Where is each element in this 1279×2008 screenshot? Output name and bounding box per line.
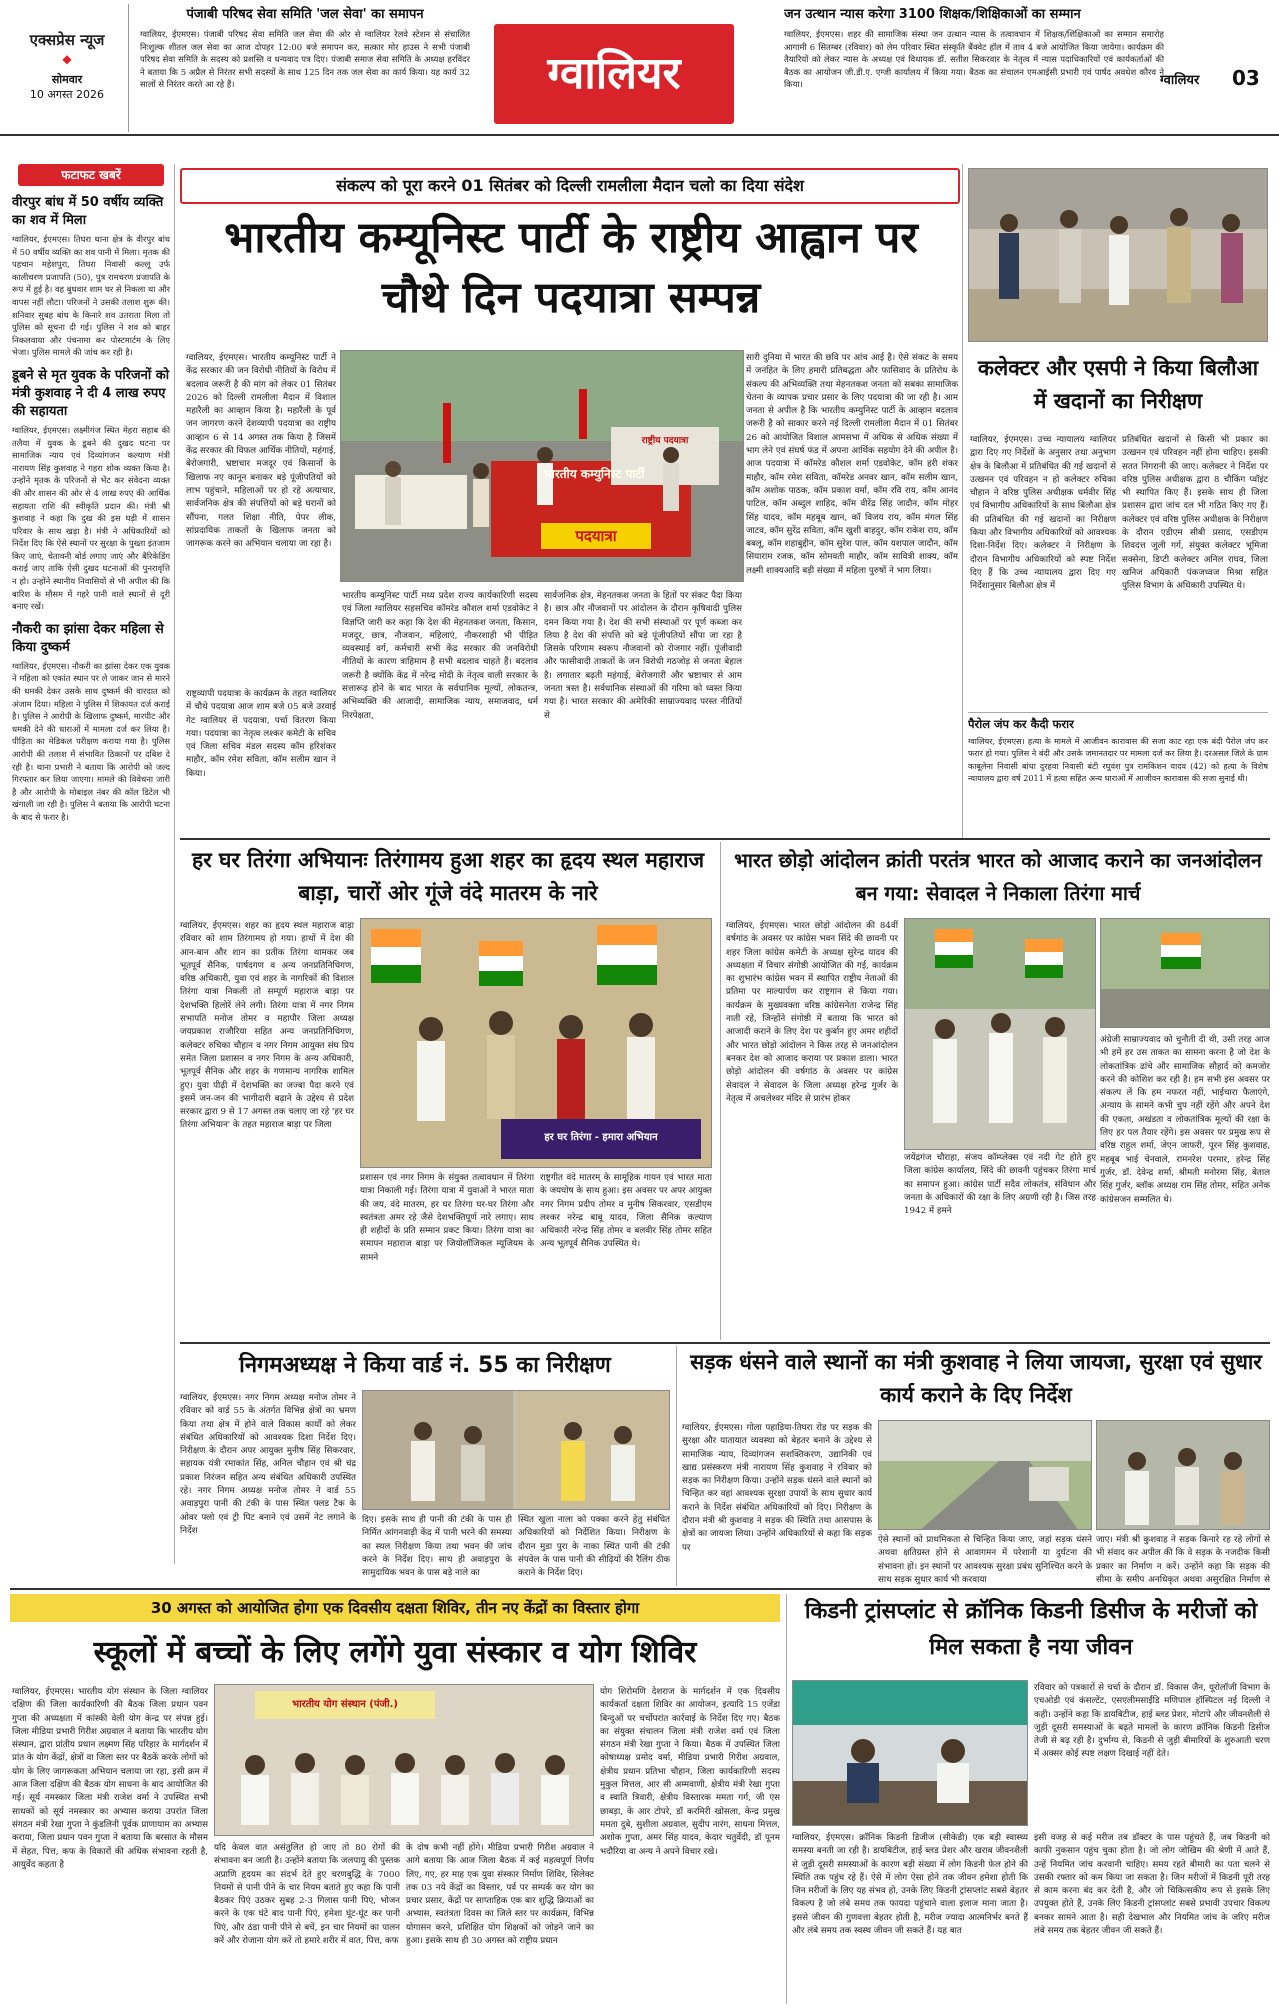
city-banner xyxy=(494,24,734,124)
sidebar-headline-2: डूबने से मृत युवक के परिजनों को मंत्री कुशवाह ने दी 4 लाख रुपए की सहायता xyxy=(12,367,170,419)
ward-col-3: स्थित खुला नाला को पक्का करने हेतु संबंधित अधिकारियों को निर्देशित किया। निरीक्षण के दौरान मुडा पुरा के नाका स्थित पानी की टंकी संपवेल के पास पानी की सीढ़ियों की रैलिंग ठीक कराने के निर्देश दिए। xyxy=(518,1515,670,1579)
road-photo-2 xyxy=(1096,1420,1270,1530)
sidebar-stories xyxy=(12,194,170,1564)
bharat-col-3: अंग्रेजी साम्राज्यवाद को चुनौती दी थी, उसी तरह आज भी हमें हर उस ताकत का सामना करना है जो देश के लोकतांत्रिक ढांचे और सामाजिक सौहार्द को कमजोर करने की कोशिश कर रही है। हम सभी इस अवसर पर संकल्प लें कि हम नफरत नहीं, भाईचारा फैलाएंगे, अन्याय के सामने कभी चुप नहीं रहेंगे और अपने देश की एकता, अखंडता व लोकतांत्रिक मूल्यों की रक्षा के लिए हर पल तैयार रहेंगे। इस अवसर पर प्रमुख रूप से वरिष्ठ राहुल शर्मा, जेएन जाफरी, पूरन सिंह कुशवाह, महबूब भाई चेनवाले, रामनरेश परमार, हरेन्द्र सिंह गुर्जर, डॉ. देवेन्द्र शर्मा, श्रीमती मनोरमा सिंह, बेताल सिंह गुर्जर, ब्लॉक अध्यक्ष राम सिंह तोमर, सहित अनेक कांग्रेसजन सम्मलित थे। xyxy=(1100,1035,1270,1205)
tiranga-col-2: प्रशासन एवं नगर निगम के संयुक्त तत्वावधान में तिरंगा यात्रा निकाली गई। तिरंगा यात्रा में युवाओं ने भारत माता की जय, वंदे मातरम, हर घर तिरंगा घर-घर तिरंगा और स्वतंत्रता अमर रहे जैसे देशभक्तिपूर्ण नारे लगाए। साथ ही शहीदों के प्रति सम्मान प्रकट किया। तिरंगा यात्रा का समापन महाराज बाड़ा पर जियोलॉजिकल म्यूजियम के सामने xyxy=(360,1173,534,1263)
yoga-banner-text: भारतीय योग संस्थान (पंजी.) xyxy=(292,1699,398,1710)
parole-headline: पैरोल जंप कर कैदी फरार xyxy=(968,717,1074,731)
collector-headline-box xyxy=(968,352,1268,430)
cpi-banner-2: राष्ट्रीय पदयात्रा xyxy=(641,436,689,446)
yoga-col-4: योग शिरोमणि देशराज के मार्गदर्शन में एक दिवसीय कार्यकर्ता दक्षता शिविर का आयोजन, इत्यादि 15 एजेंडा बिन्दुओं पर चर्चोपरांत कार्रवाई के निर्देश दिए गए। बैठक का संयुक्त संचालन जिला मंत्री राजेश वर्मा एवं जिला संगठन मंत्री रेखा गुप्ता ने किया। बैठक में उपस्थित जिला कोषाध्यक्ष प्रमोद वर्मा, मीडिया प्रभारी गिरीश अग्रवाल, क्षेत्रीय प्रधान प्रतिभा चौहान, जिला कार्यकारिणी सदस्य मुकुल मित्तल, आर सी अम्मवाणी, क्षेत्रीय मंत्री रेखा गुप्ता व स्वाति त्रिवारी, क्षेत्रीय विस्तारक ममता गर्ग, जी एस छाबड़ा, के आर टोपरे, डॉ करमिरी खोसला, केन्द्र प्रमुख ममता दुबे, सुशीला अग्रवाल, सुदीप नारंग, साधना मित्तल, अशोक गुप्ता, अमर सिंह यादव, केदार चतुर्वेदी, डॉ पूनम भदौरिया वा अन्य ने अपने विचार रखे। xyxy=(600,1687,780,1857)
ward-col-2: दिए। इसके साथ ही पानी की टंकी के पास ही निर्मित आंगनवाड़ी केंद्र में पानी भरने की समस्या का स्थल निरीक्षण किया तथा भवन की जांच करने के निर्देश दिए। साथ ही अवाड़पुरा के सामुदायिक भवन के पास बड़े नाले का xyxy=(362,1515,512,1579)
tiranga-headline: हर घर तिरंगा अभियानः तिरंगामय हुआ शहर का हृदय स्थल महाराज बाड़ा, चारों ओर गूंजे वंदे मातरम के नारे xyxy=(191,848,705,905)
bharat-col-2: जयेंद्रगंज चौराहा, संजय कॉम्प्लेक्स एवं नदी गेट होते हुए जिला कांग्रेस कार्यालय, सिंदे की छावनी पहुंचकर तिरंगा मार्च का समापन हुआ। कांग्रेस पार्टी सदैव लोकतंत्र, संविधान और जनता के अधिकारों की रक्षा के लिए अग्रणी रही है। जिस तरह 1942 में हमने xyxy=(904,1153,1096,1217)
lead-col-3: सार्वजनिक क्षेत्र, मेहनतकश जनता के हितों पर संकट पैदा किया है। छात्र और नौजवानों पर आंदोलन के दौरान कृषिवादी पुलिस दमन किया गया है। देश की सभी संस्थाओं पर पूर्ण कब्जा कर लिया है देश की संपत्ति को बड़े पूंजीपतियों सौंपा जा रहा है जिसके परिणाम स्वरूप नौजवानों को रोजगार नहीं। पूंजीवादी और फासीवादी ताकतों के जन विरोधी गठजोड़ से जनता बेहाल है। लगातार बढ़ती महंगाई, बेरोजगारी और भ्रष्टाचार से आम जनता त्रस्त है। सर्वधानिक संस्थाओं की गरिमा को ध्वस्त किया गया है। भारत सरकार की अमेरिकी साम्राज्यवाद परस्त नीतियों से xyxy=(544,591,742,721)
yoga-photo xyxy=(214,1684,594,1836)
cpi-padyatra-photo xyxy=(340,350,744,582)
tiranga-photo xyxy=(360,918,712,1168)
tiranga-banner-text: हर घर तिरंगा - हमारा अभियान xyxy=(544,1132,658,1143)
ward-headline: निगमअध्यक्ष ने किया वार्ड नं. 55 का निरीक्षण xyxy=(239,1353,611,1378)
ward-photo xyxy=(362,1390,670,1510)
sidebar-body-1: ग्वालियर, ईएमएस। तिघरा थाना क्षेत्र के वीरपुर बांध में 50 वर्षीय व्यक्ति का शव पानी में मिला। मृतक की पहचान महेशपुरा, तिघरा निवासी कल्लू उर्फ कालीचरण प्रजापति (50), पुत्र रामचरण प्रजापति के रूप में हुई है। वह बुधवार शाम घर से निकला था और वापस नहीं लौटा। परिजनों ने उसकी तलाश शुरू की। शनिवार सुबह बांध के किनारे शव उतराता मिला तो पुलिस को सूचना दी गई। पुलिस ने शव को बाहर निकलवाया और पंचनामा कर पोस्टमार्टम के लिए भेजा। पुलिस मामले की जांच कर रही है। xyxy=(12,234,170,358)
yoga-headline: स्कूलों में बच्चों के लिए लगेंगे युवा संस्कार व योग शिविर xyxy=(93,1635,697,1670)
collector-col-1: ग्वालियर, ईएमएस। उच्च न्यायालय ग्वालियर द्वारा दिए गए निर्देशों के अनुसार तथा अनुभाग क्षेत्र के बिलौआ में प्रतिबंधित की गई खदानों से उत्खनन एवं परिवहन न हो कलेक्टर रुचिका चौहान ने वरिष्ठ पुलिस अधीक्षक धर्मवीर सिंह एवं विभागीय अधिकारियों के साथ बिलौआ क्षेत्र की प्रतिबंधित की गई खदानों का निरीक्षण किया और विभागीय अधिकारियों को आवश्यक दिशा-निर्देश दिए। कलेक्टर ने निरीक्षण के दौरान विभागीय अधिकारियों को स्पष्ट निर्देश दिए हैं कि उच्च न्यायालय द्वारा दिए गए निर्देशानुसार बिलौआ क्षेत्र में xyxy=(970,435,1116,592)
road-col-3: जाए। मंत्री श्री कुशवाह ने सड़क किनारे रह रहे लोगों से भी संवाद कर अपील की कि वे सड़क के नजदीक किसी प्रकार का निर्माण न करें। उन्होंने कहा कि सड़क की सीमा के समीप अनधिकृत अथवा असुरक्षित निर्माण से xyxy=(1096,1535,1270,1585)
tiranga-col-1: ग्वालियर, ईएमएस। शहर का हृदय स्थल महाराज बाड़ा रविवार को शाम तिरंगामय हो गया। हाथों में देश की आन-बान और शान का प्रतीक तिरंगा थामकर जब भूतपूर्व सैनिक, पार्षदगण व अन्य जनप्रतिनिधिगण, वरिष्ठ अधिकारी, युवा एवं शहर के नागरिकों की विशाल तिरंगा यात्रा निकली तो सम्पूर्ण महाराज बाड़ा पर देशभक्ति हिलोरें लेने लगी। तिरंगा यात्रा में नगर निगम सभापति मनोज तोमर व महापौर जिला अध्यक्ष जयप्रकाश राजौरिया सहित अन्य जनप्रतिनिधिगण, कलेक्टर रुचिका चौहान व नगर निगम आयुक्त संघ प्रिय समेत जिला प्रशासन व नगर निगम के अन्य अधिकारी, भूतपूर्व सैनिक और शहर के गणमान्य नागरिक शामिल हुए। युवा पीढ़ी में देशभक्ति का जज्बा पैदा करने एवं इसमें जन-जन की भागीदारी बढ़ाने के उद्देश्य से प्रदेश सरकार द्वारा 9 से 17 अगस्त तक चलाए जा रहे 'हर घर तिरंगा अभियान' के तहत महाराज बाड़ा पर जिला xyxy=(180,921,354,1131)
ward-headline-box xyxy=(180,1346,670,1386)
bharat-headline-box xyxy=(726,844,1270,914)
issue-day: सोमवार xyxy=(51,73,83,86)
road-photo xyxy=(878,1420,1092,1530)
bharat-headline: भारत छोड़ो आंदोलन क्रांती परतंत्र भारत को आजाद कराने का जनआंदोलन बन गया: सेवादल ने निकाला तिरंगा मार्च xyxy=(734,849,1262,905)
sidebar-divider xyxy=(174,164,175,1564)
right-col-divider xyxy=(962,164,963,840)
yoga-headline-box xyxy=(10,1626,780,1680)
collector-headline: कलेक्टर और एसपी ने किया बिलौआ में खदानों का निरीक्षण xyxy=(977,356,1259,413)
paper-name: एक्सप्रेस न्यूज xyxy=(29,31,105,49)
tiranga-headline-box xyxy=(180,844,716,914)
yoga-col-2: यदि केवल वात असंतुलित हो जाए तो 80 रोगों की संभावना बन जाती है। उन्होंने बताया कि जलपायु की पुस्तक अप्राणि हृदयम का संदर्भ देते हुए चरणबुद्धि के 7000 नियमों से पानी पीने के चार नियम बताते हुए कहा कि पानी बैठकर पिएं उठकर सुबह 2-3 गिलास पानी पिएं, भोजन करने के एक घंटे बाद पानी पिएं, हमेशा घूंट-घूंट कर पानी पिएं, और ठंडा पानी पीने से बचें, इन चार नियमों का पालन करें और रोजाना योग करें तो हमारे शरीर में वात, पित्त, कफ xyxy=(214,1843,400,1947)
kidney-col-2: इसी वजह से कई मरीज तब डॉक्टर के पास पहुंचते हैं, जब किडनी को काफी नुकसान पहुंच चुका होता है। जो लोग जोखिम की श्रेणी में आते हैं, उन्हें नियमित जांच करवानी चाहिए। समय रहते बीमारी का पता चलने से उसकी रफ्तार को कम किया जा सकता है। जिन मरीजों में किडनी पूरी तरह से काम करना बंद कर देती है, और जो चिकित्सकीय रूप से इसके लिए उपयुक्त होते हैं, उनके लिए किडनी ट्रांसप्लांट सबसे प्रभावी उपचार विकल्प बनकर सामने आता है। सही देखभाल और नियमित जांच के जरिए मरीज लंबे समय तक बेहतर जीवन जी सकते हैं। xyxy=(1034,1833,1270,1937)
yoga-kicker: 30 अगस्त को आयोजित होगा एक दिवसीय दक्षता शिविर, तीन नए केंद्रों का विस्तार होगा xyxy=(150,1599,640,1617)
collector-photo xyxy=(968,168,1268,342)
sidebar-headline-3: नौकरी का झांसा देकर महिला से किया दुष्कर्म xyxy=(12,621,164,655)
tiranga-col-3: राष्ट्रगीत वंदे मातरम् के सामूहिक गायन एवं भारत माता के जयघोष के साथ हुआ। इस अवसर पर अपर आयुक्त नगर निगम प्रदीप तोमर व मुनीष सिकरवार, एसडीएम लश्कर नरेन्द्र बाबू यादव, जिला सैनिक कल्याण अधिकारी नरेन्द्र सिंह तोमर व बलवीर सिंह तोमर सहित अन्य भूतपूर्व सैनिक उपस्थित थे। xyxy=(540,1173,712,1250)
city-small: ग्वालियर xyxy=(1160,73,1200,88)
ward-col-1: ग्वालियर, ईएमएस। नगर निगम अध्यक्ष मनोज तोमर ने रविवार को वार्ड 55 के अंतर्गत विभिन्न क्षेत्रों का भ्रमण किया तथा क्षेत्र में होने वाले विकास कार्यों को लेकर संबंधित अधिकारियों को आवश्यक दिशा निर्देश दिए। निरीक्षण के दौरान अपर आयुक्त मुनीष सिंह सिकरवार, सहायक यंत्री रमाकांत सिंह, अनिल चौहान एवं श्री चंद्र प्रकाश निरंजन सहित अन्य संबंधित अधिकारी उपस्थित रहे। नगर निगम अध्यक्ष मनोज तोमर ने वार्ड 55 अवाड़पुरा पानी की टंकी के पास स्थित फ्लड टैक के ओवर फ्लो एवं ट्री पिट बनाने एवं उसमें नेट लगाने के निर्देश xyxy=(180,1393,356,1536)
sidebar xyxy=(10,164,172,1564)
cpi-banner-text: भारतीय कम्युनिस्ट पार्टी xyxy=(543,467,645,481)
lead-headline: भारतीय कम्यूनिस्ट पार्टी के राष्ट्रीय आह्वान पर चौथे दिन पदयात्रा सम्पन्न xyxy=(224,213,918,323)
yoga-kicker-bar xyxy=(10,1594,780,1622)
bharat-photo xyxy=(904,918,1096,1150)
kidney-photo xyxy=(792,1680,1028,1826)
yoga-col-3: के दोष कभी नहीं होंगे। मीडिया प्रभारी गिरीश अग्रवाल ने आगे बताया कि आज जिला बैठक में कई महत्वपूर्ण निर्णय लिए, गए, हर माह एक युवा संस्कार निर्माण शिविर, सिलेक्ट तक 03 नये केंद्रों का विस्तार, पर्व पर सम्पर्क कर योग का प्रचार प्रसार, केंद्रों पर साप्ताहिक एक बार शुद्धि क्रियाओं का अभ्यास, स्वतंत्रता दिवस का जिले स्तर पर कार्यक्रम, विभिन्न योगासन करने, प्रशिक्षित योग शिक्षकों को जोड़ने जाने का हुआ। इसके साथ ही 30 अगस्त को राष्ट्रीय प्रधान xyxy=(406,1843,594,1947)
road-col-2: ऐसे स्थानों को प्राथमिकता से चिन्हित किया जाए, जहां सड़क धंसने अथवा क्षतिग्रस्त होने से आवागमन में परेशानी या दुर्घटना की संभावना हो। इन स्थानों पर आवश्यक सुरक्षा प्रबंध सुनिश्चित करने के साथ सड़क सुधार कार्य भी करवाया xyxy=(878,1535,1092,1585)
sidebar-headline-1: वीरपुर बांध में 50 वर्षीय व्यक्ति का शव में मिला xyxy=(12,195,164,228)
section-rule xyxy=(180,838,1270,840)
divider xyxy=(720,842,721,1340)
lead-col-4: सारी दुनिया में भारत की छवि पर आंच आई है। ऐसे संकट के समय में जनहित के लिए हमारी प्रतिबद्धता और फासिवाद के प्रतिरोध के संकल्प की अभिव्यक्ति तथा मेहनतकश जनता को सबका सामाजिक चेतना के व्यापक प्रचार प्रसार के लिए पदयात्रा की जा रही है। आम जनता से अपील है कि भारतीय कम्युनिस्ट पार्टी के आव्हान बदलाव जरूरी है को साकार करने नई दिल्ली रामलीला मैदान में 01 सितंबर 26 को आयोजित विशाल आमसभा में अधिक से अधिक संख्या में भाग लेने एवं संघर्ष फंड में अपना आर्थिक सहयोग देने की अपील है। आज पदयात्रा में कॉमरेड कौशल शर्मा एडवोकेट, कॉम हरी शंकर माहौर, कॉम रमेश सविता, कॉमरेड अनवर खान, कॉम सलीम खान, कॉम अशोक पाठक, कॉम प्रकाश वर्मा, कॉम रवि राय, कॉम आनंद पाटिल, कॉम अब्दुल शाहिद, कॉम वीरेंद्र सिंह जादौन, कॉम मोहर सिंह यादव, कॉम महबूब खान, कॉ विजय राय, कॉम मंगल सिंह जाटव, कॉम सुरेंद्र सविता, कॉम खुशी बाहदुर, कॉम राकेश राय, कॉम बबलू, कॉम शहाबुद्दीन, कॉम सुरेश पाल, कॉम यशपाल जादौन, कॉम सियाराम रजक, कॉम सोमवती माहौर, कॉम सावित्री शाक्य, कॉम लक्ष्मी शाक्यआदि बड़ी संख्या में महिला पुरुषों ने भाग लिया। xyxy=(746,353,958,576)
top-right-story xyxy=(784,6,1164,132)
masthead xyxy=(0,0,1279,136)
sidebar-body-3: ग्वालियर, ईएमएस। नौकरी का झांसा देकर एक युवक ने महिला को एकांत स्थान पर ले जाकर जान से मारने की धमकी देकर उसके साथ दुष्कर्म की वारदात को अंजाम दिया। महिला ने पुलिस में शिकायत दर्ज कराई है। पुलिस ने आरोपी के खिलाफ दुष्कर्म, मारपीट और धमकी देने की धाराओं में मामला दर्ज कर लिया है। पीड़िता का मेडिकल परीक्षण कराया गया है। पुलिस आरोपी की तलाश में संभावित ठिकानों पर दबिश दे रही है। थाना प्रभारी ने बताया कि आरोपी को जल्द गिरफ्तार कर लिया जाएगा। मामले की विवेचना जारी है और आरोपी के मोबाइल नंबर की कॉल डिटेल भी खंगाली जा रही है। पुलिस ने बताया कि आरोपी घटना के बाद से फरार है। xyxy=(12,660,170,822)
kidney-top: रविवार को पत्रकारों से चर्चा के दौरान डॉ. विकास जैन, यूरोलॉजी विभाग के एचओडी एवं कंसल्टेंट, एसएलीमसाईंडि मणिपाल हॉस्पिटल नई दिल्ली ने कही। उन्होंने कहा कि डायबिटीज, हाई ब्लड प्रेशर, मोटापे और जीवनशैली से जुड़ी दूसरी समस्याओं के बढ़ते मामलों के कारण क्रॉनिक किडनी डिसीज तेजी से बढ़ रही है। दुर्भाग्य से, किडनी से जुड़ी बीमारियों के शुरुआती चरण में अक्सर कोई स्पष्ट लक्षण दिखाई नहीं देते। xyxy=(1034,1683,1270,1760)
road-headline-box xyxy=(682,1346,1270,1418)
divider xyxy=(676,1346,677,1586)
road-photo-2-graphic xyxy=(1097,1421,1270,1530)
road-headline: सड़क धंसने वाले स्थानों का मंत्री कुशवाह ने लिया जायजा, सुरक्षा एवं सुधार कार्य कराने के दिए निर्देश xyxy=(690,1350,1262,1407)
lead-kicker: संकल्प को पूरा करने 01 सितंबर को दिल्ली रामलीला मैदान चलो का दिया संदेश xyxy=(336,176,804,195)
road-photo-graphic xyxy=(879,1421,1092,1530)
parole-story xyxy=(968,716,1268,836)
logo-diamond-icon: ◆ xyxy=(62,52,72,66)
collector-col-2: प्रतिबंधित खदानों से किसी भी प्रकार का उत्खनन एवं परिवहन नहीं होना चाहिए। इसकी सतत निगरानी की जाए। कलेक्टर ने निर्देश पर वरिष्ठ पुलिस अधीक्षक द्वारा 8 चौकिंग प्वॉइंट भी स्थापित किए हैं। इसके साथ ही जिला प्रशासन द्वारा जांच दल भी गठित किए गए हैं। कलेक्टर एवं वरिष्ठ पुलिस अधीक्षक के निरीक्षण के दौरान एडीएम सीबी प्रसाद, एसडीएम शिवदत्त जुली गर्ग, संयुक्त कलेक्टर भूमिजा सक्सेना, डिप्टी कलेक्टर अनिल राघव, जिला खनिज अधिकारी पंकजध्वज मिश्रा सहित पुलिस विभाग के अधिकारी उपस्थित थे। xyxy=(1122,435,1268,592)
divider xyxy=(128,4,129,132)
kidney-headline: किडनी ट्रांसप्लांट से क्रॉनिक किडनी डिसीज के मरीजों को मिल सकता है नया जीवन xyxy=(804,1599,1258,1660)
parole-body: ग्वालियर, ईएमएस। हत्या के मामले में आजीवन कारावास की सजा काट रहा एक बंदी पैरोल जंप कर फरार हो गया। पुलिस ने बंदी और उसके जमानतदार पर मामला दर्ज कर लिया है। दरअसल जिले के ग्राम काबूलेना निवासी बांधा दुरहवा निवासी बंटी रघुवंश पुत्र रामकिशन यादव (42) को हत्या के विशेष न्यायालय द्वारा वर्ष 2011 में हत्या सहित अन्य धाराओं में आजीवन कारावास की सजा सुनाई थी। xyxy=(968,736,1268,783)
kidney-col-1: ग्वालियर, ईएमएस। क्रॉनिक किडनी डिजीज (सीकेडी) एक बड़ी स्वास्थ्य समस्या बनती जा रही है। डायबिटीज, हाई ब्लड प्रेशर और खराब जीवनशैली से जुड़ी दूसरी समस्याओं के कारण बड़ी संख्या में लोग किडनी फेल होने की स्थिति तक पहुंच रहे हैं। ऐसे में लोग ऐसा होने तक जीवन हमेशा होती कि जिन मरीजों के लिए यह संभव हो, उनके लिए किडनी ट्रांसप्लांट सबसे बेहतर विकल्प है जो लंबे समय तक फायदा पहुंचाने वाला इलाज माना जाता है। इससे जीवन की गुणवत्ता बेहतर होती है, मरीज ज्यादा आत्मनिर्भर बनते हैं और लंबे समय तक स्वस्थ जीवन जी सकते हैं। यह बात xyxy=(792,1833,1028,1937)
bharat-col-1: ग्वालियर, ईएमएस। भारत छोड़ो आंदोलन की 84वीं वर्षगांठ के अवसर पर कांग्रेस भवन सिंदे की छावनी पर शहर जिला कांग्रेस कमेटी के अध्यक्ष सुरेन्द्र यादव की अध्यक्षता में विचार संगोष्ठी आयोजित की गई, कार्यक्रम का शुभारंभ कांग्रेस भवन में स्थापित राष्ट्रीय नेताओं की प्रतिमा पर माल्यार्पण कर राष्ट्रगान से किया गया। कार्यक्रम के मुख्यवक्ता वरिष्ठ कांग्रेसनेता राजेन्द्र सिंह नाती रहे, जिन्होंने संगोष्ठी में बताया कि भारत को आजादी कराने के लिए देश पर कुर्बान हुए अमर शहीदों और भारत छोड़ो आंदोलन ने किस तरह से जनआंदोलन बनकर देश को आजाद कराया पर प्रकाश डाला। भारत छोड़ो आंदोलन की वर्षगांठ के अवसर पर कांग्रेस सेवादल ने सेवादल के जिला अध्यक्ष हरेन्द्र गुर्जर के नेतृत्व में अचलेश्वर मंदिर से प्रारंभ होकर xyxy=(726,921,898,1104)
collector-photo-graphic xyxy=(969,169,1268,342)
page-number: 03 xyxy=(1232,66,1260,90)
lead-headline-box xyxy=(184,208,958,338)
city-name: ग्वालियर xyxy=(547,48,681,99)
lead-col-1: ग्वालियर, ईएमएस। भारतीय कम्यूनिस्ट पार्टी ने केंद्र सरकार की जन विरोधी नीतियों के विरोध में बदलाव जरूरी है की मांग को लेकर 01 सितंबर 2026 को दिल्ली रामलीला मैदान में विशाल महारैली का आव्हान किया है। महारैली के पूर्व जन जागरण करने देशव्यापी पदयात्रा का राष्ट्रीय आव्हान 6 से 14 अगस्त तक किया है जिसमें केंद्र सरकार की विफल आर्थिक नीतियों, महंगाई, बेरोजगारी, भ्रष्टाचार मजदूर एवं किसानों के खिलाफ नए कानून बनाकर बड़े पूंजीपतियों को लाभ पहुंचाने, महिलाओं पर हो रहे अत्याचार, सार्वजनिक क्षेत्र की संपत्तियों को बड़े घरानों को सौंपना, गलत शिक्षा नीति, पेपर लीक, सांप्रदायिक ताकतों के खिलाफ जनता को जागरूक करने का अभियान चलाया जा रहा है। xyxy=(186,353,336,550)
bharat-photo-graphic xyxy=(905,919,1096,1150)
section-rule xyxy=(180,1342,1270,1344)
divider xyxy=(786,1594,787,2004)
top-left-story xyxy=(140,6,470,132)
road-col-1: ग्वालियर, ईएमएस। गोला पहाड़िया-तिघरा रोड पर सड़क की सुरक्षा और यातायात व्यवस्था को बेहतर बनाने के उद्देश्य से सामाजिक न्याय, दिव्यांगजन सशक्तिकरण, उद्यानिकी एवं खाद्य प्रसंस्करण मंत्री नारायण सिंह कुशवाह ने रविवार को सड़क का निरीक्षण किया। उन्होंने सड़क धंसने वाले स्थानों को चिन्हित कर वहां आवश्यक सुरक्षा उपायों के साथ सुधार कार्य कराने के निर्देश संबंधित अधिकारियों को दिए। निरीक्षण के दौरान मंत्री श्री कुशवाह ने सड़क की स्थिति तथा आसपास के क्षेत्रों का जायजा लिया। उन्होंने अधिकारियों से कहा कि सड़क पर xyxy=(682,1423,872,1553)
lead-kicker-box xyxy=(180,168,960,204)
cpi-padyatra-text: पदयात्रा xyxy=(541,523,651,549)
masthead-rule xyxy=(0,134,1279,136)
issue-date: 10 अगस्त 2026 xyxy=(29,88,105,101)
yoga-col-1: ग्वालियर, ईएमएस। भारतीय योग संस्थान के जिला ग्वालियर दक्षिण की जिला कार्यकारिणी की बैठक जिला प्रधान पवन गुप्ता की अध्यक्षता में कांस्की वेली योग केन्द्र पर संपन्न हुई। जिला मीडिया प्रभारी गिरीश अग्रवाल ने बताया कि भारतीय योग संस्थान, द्वारा प्रांतीय प्रधान लक्ष्मण सिंह परिहार के मार्गदर्शन में प्रांत के योग केंद्रों, क्षेत्रों वा जिला स्तर पर बैठकें करके लोगों को योग के लिए जागरूकता अभियान चलाया जा रहा, इसी क्रम में आज जिला दक्षिण की बैठक योग साधना के बाद आयोजित की गई। सूर्य नमस्कार जिला मंत्री राजेश वर्मा ने उपस्थित सभी साधकों को सूर्य नमस्कार का अभ्यास कराया उपरांत जिला संगठन मंत्री रेखा गुप्ता ने कुंडलिनी पूर्वक प्राणायाम का अभ्यास कराया, जिला प्रधान पवन गुप्ता ने बताया कि बरसात के मौसम में सेहत, पित्त, कफ के विकारों की अधिक संभावना रहती है, आयुर्वेद कहता है xyxy=(12,1687,208,1870)
sidebar-body-2: ग्वालियर, ईएमएस। लक्ष्मीगंज स्थित मेहरा सहाब की तलैया में युवक के डूबने की दुखद घटना पर सामाजिक न्याय एवं दिव्यांगजन कल्याण मंत्री नारायण सिंह कुशवाह ने गहरा शोक व्यक्त किया है। उन्होंने मृतक के परिजनों से भेंट कर संवेदना व्यक्त की और शासन की ओर से 4 लाख रुपए की आर्थिक सहायता राशि की स्वीकृति प्रदान की। मंत्री श्री कुशवाह ने कहा कि दुख की इस घड़ी में शासन परिवार के साथ खड़ा है। मंत्री ने अधिकारियों को निर्देश दिए कि ऐसे स्थानों पर सुरक्षा के पुख्ता इंतजाम किए जाएं, चेतावनी बोर्ड लगाए जाएं और बैरिकेडिंग कराई जाए ताकि ऐसी दुखद घटनाओं की पुनरावृत्ति न हो। उन्होंने स्थानीय निवासियों से भी अपील की कि बारिश के मौसम में गहरे पानी वाले स्थानों से दूरी बनाए रखें। xyxy=(12,424,170,612)
section-rule xyxy=(10,1588,1270,1590)
top-right-body: ग्वालियर, ईएमएस। शहर की सामाजिक संस्था जन उत्थान न्यास के तत्वावधान में शिक्षक/शिक्षिकाओं का सम्मान समारोह आगामी 6 सितम्बर (रविवार) को लेम परिवार स्थित संस्कृति बैंक्वेट हॉल में ताव 4 बजे आयोजित किया जायेगा। कार्यक्रम की तैयारियों को लेकर न्यास के अध्यक्ष एवं विधायक डॉ. सतीश सिकरवार के नेतृत्व में न्यास पदाधिकारियों एवं कार्यकर्ताओं की बैठक का आयोजन जी.डी.ए. एग्जी कार्यालय में किया गया। बैठक का संचालन एमआईसी प्रभारी एवं पार्षद अवधेश कौरव ने किया। xyxy=(784,29,1164,89)
kidney-photo-graphic xyxy=(793,1681,1028,1826)
ward-photo-graphic xyxy=(363,1391,670,1510)
top-left-headline: पंजाबी परिषद सेवा समिति 'जल सेवा' का समापन xyxy=(186,7,424,22)
kidney-headline-box xyxy=(792,1594,1270,1672)
sidebar-label: फटाफट खबरें xyxy=(18,164,164,186)
lead-col-5: राष्ट्रव्यापी पदयात्रा के कार्यक्रम के तहत ग्वालियर में चौथे पदयात्रा आज शाम बजे 05 बजे उरवाई गेट ग्वालियर से पदयात्रा, पर्चा वितरण किया गया। पदयात्रा का नेतृत्व लश्कर कमेटी के सचिव एवं जिला सचिव मंडल सदस्य कॉम हरिशंकर माहौर, कॉम रमेश सविता, कॉम सलीम खान ने किया। xyxy=(186,689,336,779)
divider xyxy=(968,712,1268,713)
top-right-headline: जन उत्थान न्यास करेगा 3100 शिक्षक/शिक्षिकाओं का सम्मान xyxy=(784,7,1081,22)
lead-col-2: भारतीय कम्युनिस्ट पार्टी मध्य प्रदेश राज्य कार्यकारिणी सदस्य एवं जिला ग्वालियर सहसचिव कॉमरेड कौशल शर्मा एडवोकेट ने विज्ञप्ति जारी कर कहा कि देश की मेहनतकश जनता, किसान, मजदूर, छात्र, नौजवान, महिलाएं, नौकरशाही भी पीड़ित व्यवस्थाई वर्ग, कर्मचारी सभी केंद्र सरकार की जनविरोधी नीतियों के कारण त्राहिमाम है सभी बदलाव चाहते हैं। बदलाव जरूरी है क्योंकि केंद्र में नरेन्द्र मोदी के नेतृत्व वाली सरकार के सत्तारूढ़ होने के बाद भारत के सर्वधानिक मूल्यों, लोकतन्त्र, अभिव्यक्ति की आजादी, सामाजिक न्याय, समाजवाद, धर्म निरपेक्षता, xyxy=(342,591,538,721)
paper-logo xyxy=(12,8,122,118)
top-left-body: ग्वालियर, ईएमएस। पंजाबी परिषद सेवा समिति जल सेवा की ओर से ग्वालियर रेलवे स्टेशन से संचालित निःशुल्क शीतल जल सेवा का आज दोपहर 12:00 बजे समापन कर, सत्कार मोर हाउस ने सभी पंजाबी परिषद सेवा समिति के सदस्य को प्रशस्ति व धन्यवाद पत्र दिए। पंजाबी समाज सेवा समिति के अध्यक्ष हरविंदर ने बताया कि 5 अप्रैल से निरंतर सभी सदस्यों के साथ 125 दिन तक जल सेवा का कार्य किया। यह कार्य 32 सालों से निरंतर करते आ रहे हैं। xyxy=(140,29,470,89)
